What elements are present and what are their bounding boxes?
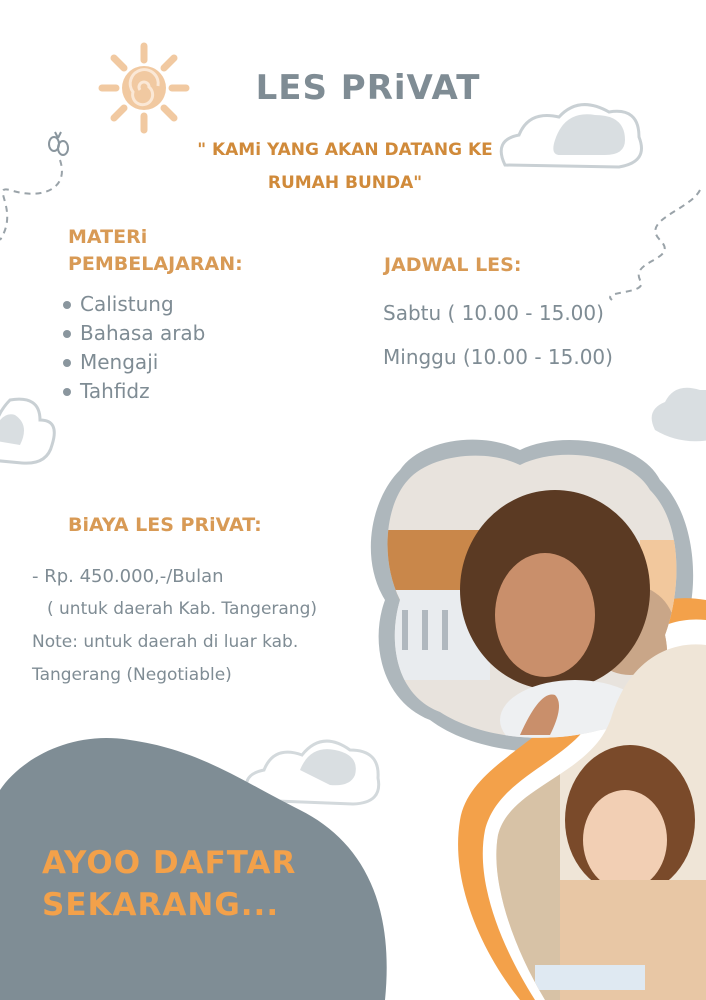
- cta-line-1: AYOO DAFTAR: [42, 845, 297, 881]
- tagline-line-2: RUMAH BUNDA": [267, 173, 423, 193]
- dotted-trail-left: [0, 160, 62, 240]
- materi-heading-line-1: MATERi: [68, 226, 148, 248]
- jadwal-line: Minggu (10.00 - 15.00): [383, 345, 613, 369]
- materi-list: [60, 290, 205, 406]
- materi-heading: [68, 224, 243, 278]
- materi-heading-line-2: PEMBELAJARAN:: [68, 253, 243, 275]
- butterfly-icon: [49, 132, 68, 155]
- fee-line: - Rp. 450.000,-/Bulan: [32, 566, 224, 587]
- list-item: Mengaji: [60, 348, 205, 377]
- jadwal-heading: JADWAL LES:: [384, 254, 522, 276]
- biaya-heading: BiAYA LES PRiVAT:: [68, 514, 262, 536]
- list-item: Bahasa arab: [60, 319, 205, 348]
- tagline-line-1: " KAMi YANG AKAN DATANG KE: [197, 140, 493, 160]
- dotted-trail-right: [610, 190, 700, 300]
- cloud-icon: [652, 388, 706, 442]
- cta-text: [42, 842, 296, 926]
- list-item: Calistung: [60, 290, 205, 319]
- tagline: [175, 134, 515, 200]
- fee-line: ( untuk daerah Kab. Tangerang): [47, 599, 318, 619]
- cloud-icon: [0, 399, 54, 463]
- jadwal-line: Sabtu ( 10.00 - 15.00): [383, 301, 604, 325]
- cloud-icon: [501, 105, 641, 167]
- fee-line: Note: untuk daerah di luar kab.: [32, 632, 299, 652]
- page-title: LES PRiVAT: [255, 68, 481, 108]
- cta-line-2: SEKARANG...: [42, 887, 280, 923]
- list-item: Tahfidz: [60, 377, 205, 406]
- fee-line: Tangerang (Negotiable): [32, 665, 232, 685]
